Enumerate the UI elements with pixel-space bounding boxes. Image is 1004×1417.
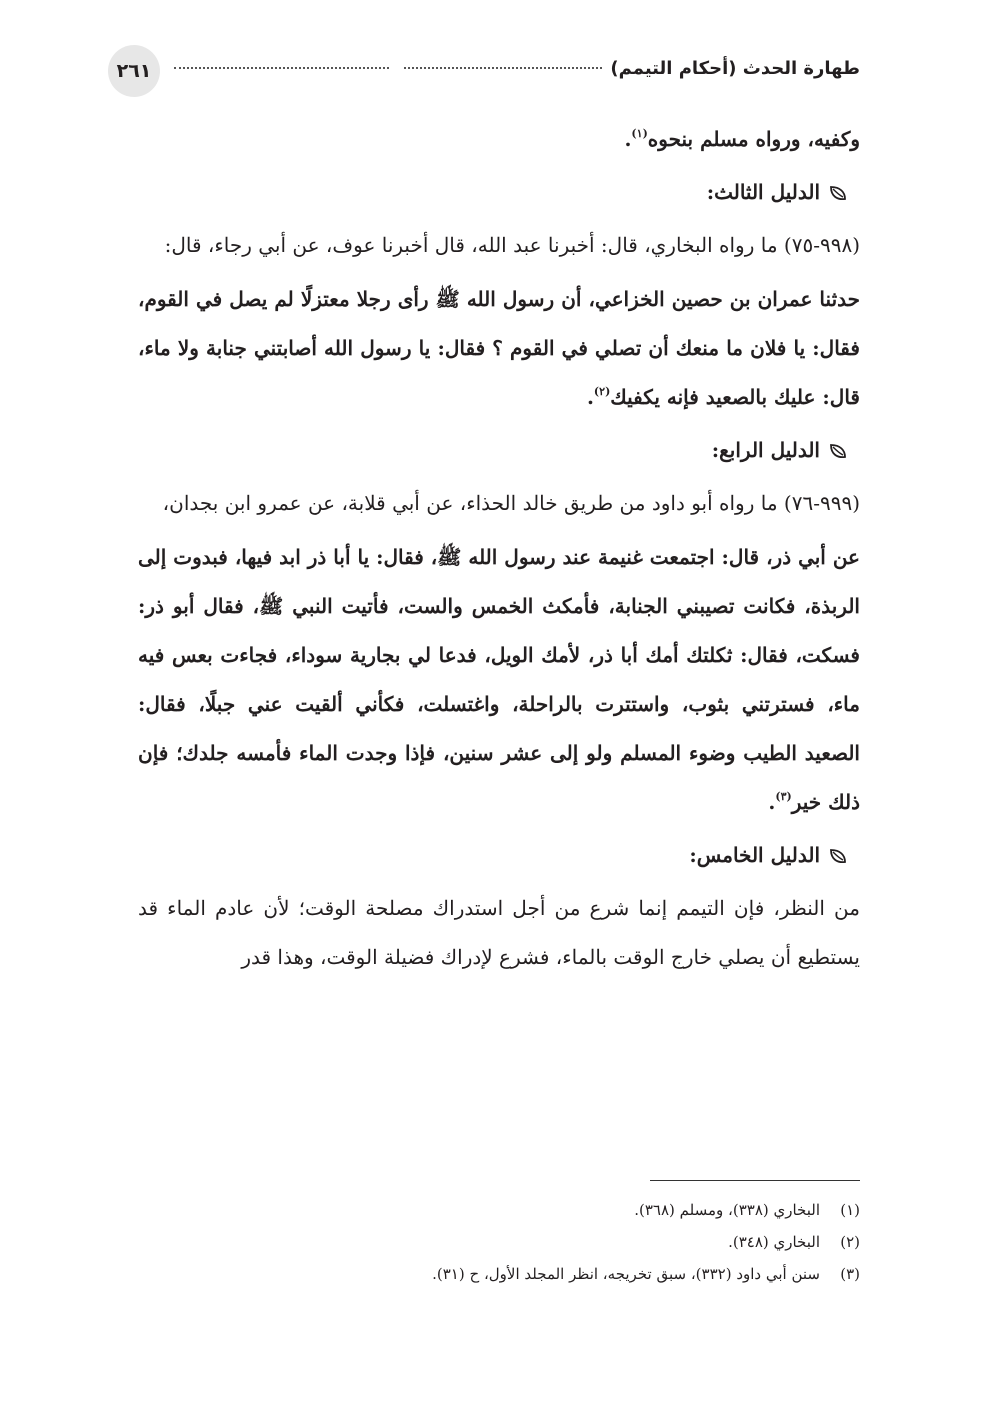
header-dotted-leader-right (404, 67, 602, 69)
footnote (138, 1194, 860, 1226)
paragraph-text: وكفيه، ورواه مسلم بنحوه (647, 127, 860, 151)
running-title: طهارة الحدث (أحكام التيمم) (610, 58, 860, 79)
period: . (768, 790, 776, 814)
footnote-number: (١) (840, 1201, 860, 1219)
leaf-ornament-icon (828, 183, 848, 203)
footnote (138, 1226, 860, 1258)
footnote-number: (٢) (840, 1233, 860, 1251)
main-text (138, 115, 860, 982)
heading-text: الدليل الرابع: (711, 438, 820, 462)
heading-text: الدليل الثالث: (706, 180, 820, 204)
footnote-ref: (٣) (775, 790, 792, 803)
footnote-ref: (٢) (593, 385, 611, 398)
footnote-separator (650, 1180, 860, 1181)
footnote-text: البخاري (٣٤٨). (728, 1233, 820, 1251)
footnote (138, 1258, 860, 1290)
footnotes (138, 1194, 860, 1290)
footnote-text: سنن أبي داود (٣٣٢)، سبق تخريجه، انظر المجلد الأول، ح (٣١). (432, 1265, 820, 1283)
footnote-number: (٣) (840, 1265, 860, 1283)
paragraph-text: من النظر، فإن التيمم إنما شرع من أجل استدراك مصلحة الوقت؛ لأن عادم الماء قد يستطيع أن يصلي خارج الوقت بالماء، فشرع لإدراك فضيلة الوقت، وهذا قدر (138, 896, 860, 969)
period: . (624, 127, 632, 151)
paragraph-text: عن أبي ذر، قال: اجتمعت غنيمة عند رسول الله ﷺ، فقال: يا أبا ذر ابد فيها، فبدوت إلى الربذة، فكانت تصيبني الجنابة، فأمكث الخمس والست، فأتيت النبي ﷺ، فقال أبو ذر: فسكت، فقال: ثكلتك أمك أبا ذر، لأمك الويل، فدعا لي بجارية سوداء، فجاءت بعس فيه ماء، فسترتني بثوب، واستترت بالراحلة، واغتسلت، فكأني ألقيت عني جبلًا، فقال: الصعيد الطيب وضوء المسلم ولو إلى عشر سنين، فإذا وجدت الماء فأمسه جلدك؛ فإن ذلك خير (138, 545, 860, 814)
running-header (108, 45, 860, 97)
hadith-chain: (٩٩٨-٧٥) ما رواه البخاري، قال: أخبرنا عبد الله، قال أخبرنا عوف، عن أبي رجاء، قال: (164, 233, 860, 257)
header-dotted-leader-left (174, 67, 389, 69)
footnote-ref: (١) (631, 127, 648, 140)
paragraph-text: حدثنا عمران بن حصين الخزاعي، أن رسول الله ﷺ رأى رجلا معتزلًا لم يصل في القوم، فقال: يا فلان ما منعك أن تصلي في القوم ؟ فقال: يا رسول الله أصابتني جنابة ولا ماء، قال: عليك بالصعيد فإنه يكفيك (138, 287, 860, 409)
section-heading-third (138, 168, 848, 217)
period: . (586, 385, 594, 409)
section-heading-fourth (138, 426, 848, 475)
leaf-ornament-icon (828, 441, 848, 461)
footnote-text: البخاري (٣٣٨)، ومسلم (٣٦٨). (634, 1201, 820, 1219)
page-number: ٢٦١ (108, 45, 160, 97)
paragraph-continuation (138, 115, 860, 164)
section-heading-fifth (138, 831, 848, 880)
hadith-chain: (٩٩٩-٧٦) ما رواه أبو داود من طريق خالد الحذاء، عن أبي قلابة، عن عمرو ابن بجدان، (162, 491, 860, 515)
leaf-ornament-icon (828, 846, 848, 866)
hadith-text (138, 533, 860, 827)
hadith-text (138, 275, 860, 422)
heading-text: الدليل الخامس: (689, 843, 820, 867)
